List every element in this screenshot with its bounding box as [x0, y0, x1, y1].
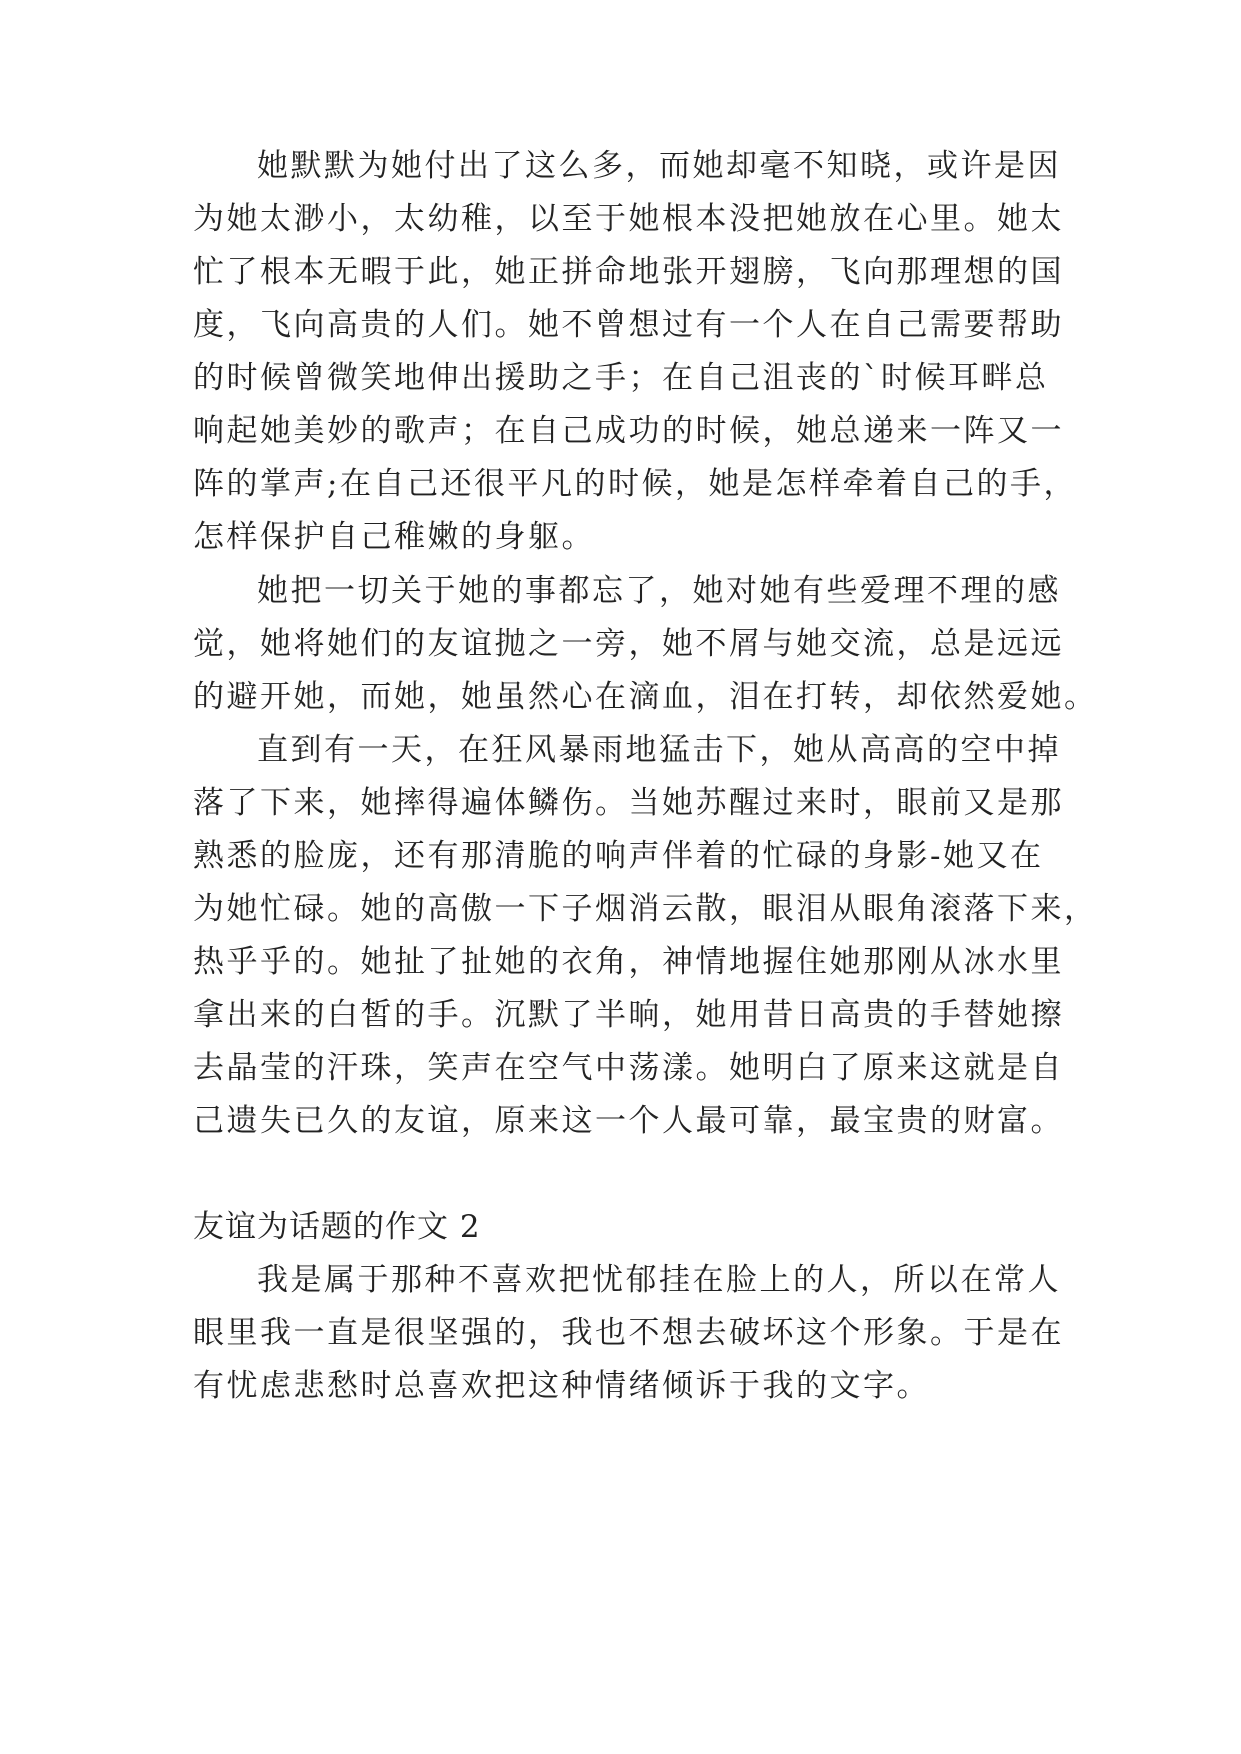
- paragraph-2-line-2: 觉，她将她们的友谊抛之一旁，她不屑与她交流，总是远远: [193, 626, 1064, 662]
- paragraph-1-line-8: 怎样保护自己稚嫩的身躯。: [193, 519, 595, 555]
- paragraph-4-line-2: 眼里我一直是很坚强的，我也不想去破坏这个形象。于是在: [193, 1315, 1064, 1351]
- paragraph-1-line-1: 她默默为她付出了这么多，而她却毫不知晓，或许是因: [257, 148, 1061, 184]
- paragraph-4-line-3: 有忧虑悲愁时总喜欢把这种情绪倾诉于我的文字。: [193, 1368, 930, 1404]
- paragraph-3-line-3: 熟悉的脸庞，还有那清脆的响声伴着的忙碌的身影-她又在: [193, 838, 1044, 874]
- paragraph-1-line-6: 响起她美妙的歌声；在自己成功的时候，她总递来一阵又一: [193, 413, 1064, 449]
- paragraph-4-line-1: 我是属于那种不喜欢把忧郁挂在脸上的人，所以在常人: [257, 1262, 1061, 1298]
- paragraph-3-line-1: 直到有一天，在狂风暴雨地猛击下，她从高高的空中掉: [257, 732, 1061, 768]
- paragraph-3-line-2: 落了下来，她摔得遍体鳞伤。当她苏醒过来时，眼前又是那: [193, 785, 1064, 821]
- paragraph-1-line-7: 阵的掌声;在自己还很平凡的时候，她是怎样牵着自己的手，: [193, 466, 1077, 502]
- paragraph-1-line-4: 度，飞向高贵的人们。她不曾想过有一个人在自己需要帮助: [193, 307, 1064, 343]
- paragraph-2-line-3: 的避开她，而她，她虽然心在滴血，泪在打转，却依然爱她。: [193, 679, 1098, 715]
- paragraph-3-line-8: 己遗失已久的友谊，原来这一个人最可靠，最宝贵的财富。: [193, 1103, 1064, 1139]
- paragraph-1-line-2: 为她太渺小，太幼稚，以至于她根本没把她放在心里。她太: [193, 201, 1064, 237]
- paragraph-1-line-5: 的时候曾微笑地伸出援助之手；在自己沮丧的`时候耳畔总: [193, 360, 1049, 396]
- paragraph-1-line-3: 忙了根本无暇于此，她正拼命地张开翅膀，飞向那理想的国: [193, 254, 1064, 290]
- paragraph-2-line-1: 她把一切关于她的事都忘了，她对她有些爱理不理的感: [257, 573, 1061, 609]
- paragraph-3-line-6: 拿出来的白皙的手。沉默了半晌，她用昔日高贵的手替她擦: [193, 997, 1064, 1033]
- paragraph-3-line-7: 去晶莹的汗珠，笑声在空气中荡漾。她明白了原来这就是自: [193, 1050, 1064, 1086]
- section-title: 友谊为话题的作文 2: [193, 1209, 481, 1245]
- paragraph-3-line-5: 热乎乎的。她扯了扯她的衣角，神情地握住她那刚从冰水里: [193, 944, 1064, 980]
- paragraph-3-line-4: 为她忙碌。她的高傲一下子烟消云散，眼泪从眼角滚落下来，: [193, 891, 1098, 927]
